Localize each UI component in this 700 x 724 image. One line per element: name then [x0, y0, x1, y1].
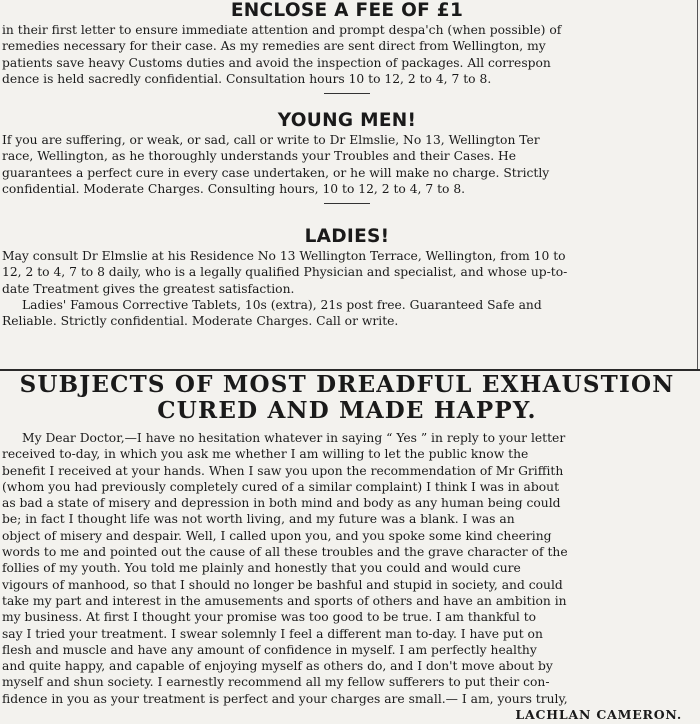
text-line: Ladies' Famous Corrective Tablets, 10s (extra), 21s post free. Guaranteed Safe and: [22, 297, 542, 312]
testimonial-heading-line-1: SUBJECTS OF MOST DREADFUL EXHAUSTION: [19, 371, 675, 398]
fee-body: [2, 22, 692, 87]
ladies-body: [2, 248, 692, 329]
fee-advertisement: [2, 0, 692, 97]
text-line: flesh and muscle and have any amount of confidence in myself. I am perfectly healthy: [2, 642, 537, 657]
text-line: My Dear Doctor,—I have no hesitation whatever in saying “ Yes ” in reply to your letter: [22, 431, 566, 445]
text-line: remedies necessary for their case. As my remedies are sent direct from Wellington, my: [2, 39, 546, 54]
section-divider: [324, 93, 370, 94]
text-line: dence is held sacredly confidential. Consultation hours 10 to 12, 2 to 4, 7 to 8.: [2, 71, 492, 86]
text-line: confidential. Moderate Charges. Consulting hours, 10 to 12, 2 to 4, 7 to 8.: [2, 181, 466, 196]
text-line: follies of my youth. You told me plainly and honestly that you could and would cure: [2, 561, 521, 576]
young-men-heading: YOUNG MEN!: [277, 110, 417, 131]
text-line: take my part and interest in the amusements and sports of others and have an ambition in: [2, 593, 567, 608]
young-men-advertisement: [2, 110, 692, 207]
text-line: guarantees a perfect cure in every case undertaken, or he will make no charge. Strictly: [2, 165, 550, 180]
text-line: May consult Dr Elmslie at his Residence No 13 Wellington Terrace, Wellington, from 10 to: [2, 249, 566, 263]
testimonial-body: [2, 430, 692, 707]
text-line: and quite happy, and capable of enjoying myself as others do, and I don't move about by: [2, 659, 553, 674]
text-line: benefit I received at your hands. When I saw you upon the recommendation of Mr Griffith: [2, 463, 564, 478]
text-line: race, Wellington, as he thoroughly understands your Troubles and their Cases. He: [2, 149, 517, 164]
text-line: vigours of manhood, so that I should no longer be bashful and stupid in society, and could: [2, 577, 563, 592]
text-line: If you are suffering, or weak, or sad, call or write to Dr Elmslie, No 13, Wellington Ter: [2, 133, 540, 147]
signature: LACHLAN CAMERON.: [515, 707, 682, 723]
ladies-heading: LADIES!: [304, 226, 390, 247]
young-men-body: [2, 132, 692, 197]
text-line: fidence in you as your treatment is perfect and your charges are small.— I am, yours truly,: [2, 691, 568, 706]
column-rule: [697, 0, 698, 370]
testimonial: [2, 372, 692, 722]
text-line: object of misery and despair. Well, I called upon you, and you spoke some kind cheering: [2, 528, 552, 543]
section-divider: [324, 203, 370, 204]
text-line: patients save heavy Customs duties and avoid the inspection of packages. All correspon: [2, 55, 551, 70]
testimonial-heading-line-2: CURED AND MADE HAPPY.: [157, 397, 537, 424]
text-line: as bad a state of misery and depression in both mind and body as any human being could: [2, 496, 561, 511]
fee-heading: ENCLOSE A FEE OF £1: [230, 0, 464, 21]
text-line: myself and shun society. I earnestly recommend all my fellow sufferers to put their con-: [2, 675, 550, 690]
text-line: (whom you had previously completely cured of a similar complaint) I think I was in about: [2, 479, 560, 494]
ladies-advertisement: [2, 226, 692, 329]
text-line: words to me and pointed out the cause of all these troubles and the grave character of the: [2, 545, 568, 560]
text-line: my business. At first I thought your promise was too good to be true. I am thankful to: [2, 610, 537, 625]
text-line: be; in fact I thought life was not worth living, and my future was a blank. I was an: [2, 512, 515, 527]
text-line: in their first letter to ensure immediate attention and prompt despa'ch (when possible) of: [2, 23, 562, 37]
text-line: received to-day, in which you ask me whether I am willing to let the public know the: [2, 447, 529, 462]
text-line: say I tried your treatment. I swear solemnly I feel a different man to-day. I have put on: [2, 626, 543, 641]
text-line: Reliable. Strictly confidential. Moderate Charges. Call or write.: [2, 314, 399, 329]
text-line: date Treatment gives the greatest satisfaction.: [2, 281, 295, 296]
text-line: 12, 2 to 4, 7 to 8 daily, who is a legally qualified Physician and specialist, and whose up-to-: [2, 265, 568, 280]
